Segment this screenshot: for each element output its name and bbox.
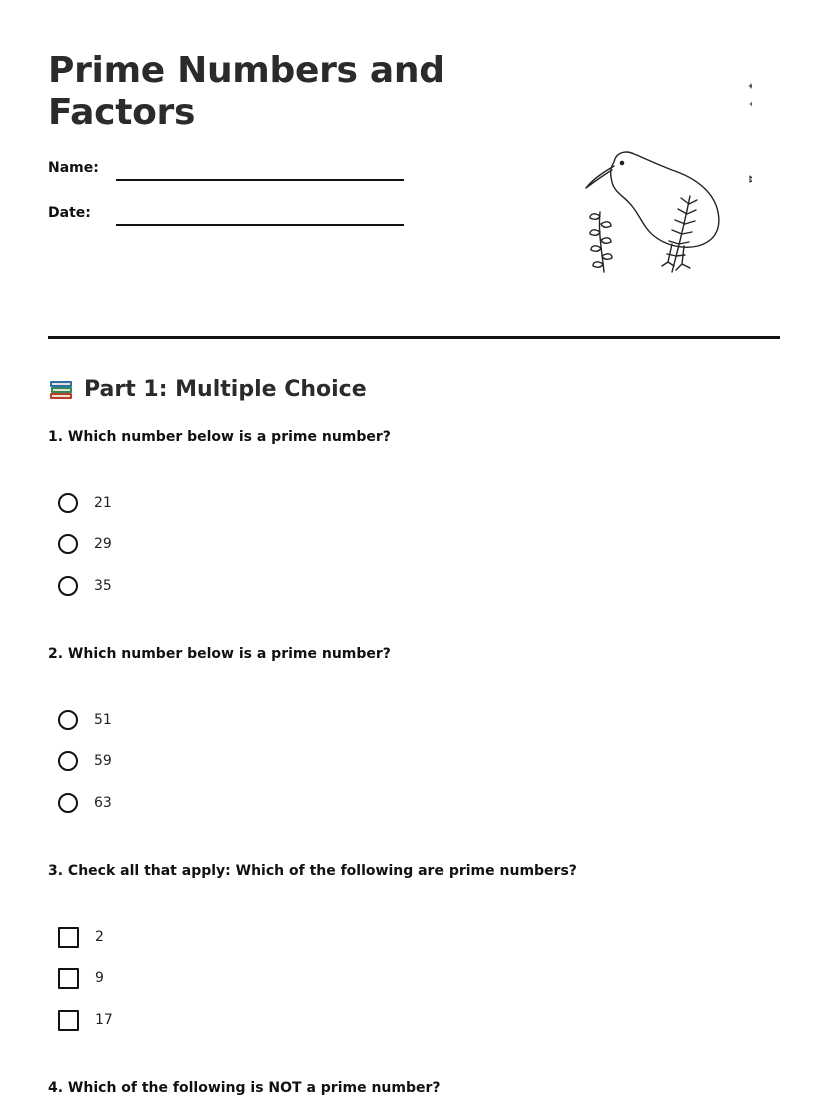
question-2-option-3[interactable]: [58, 790, 112, 816]
option-label: 9: [95, 970, 104, 986]
question-2-option-1[interactable]: [58, 707, 112, 733]
section-divider: [48, 336, 780, 339]
radio-button[interactable]: [58, 493, 78, 513]
option-label: 2: [95, 929, 104, 945]
name-line[interactable]: [116, 179, 404, 181]
fern-left-sketch: [590, 212, 612, 272]
radio-button[interactable]: [58, 576, 78, 596]
question-1-option-1[interactable]: [58, 490, 112, 516]
question-3-option-3[interactable]: [58, 1007, 113, 1033]
date-label: Date:: [48, 205, 91, 221]
date-field: [48, 201, 408, 231]
radio-button[interactable]: [58, 534, 78, 554]
question-1-text: 1. Which number below is a prime number?: [48, 429, 391, 445]
worksheet-page: [48, 0, 780, 1118]
twig-sketch: [750, 148, 752, 264]
option-label: 21: [94, 495, 112, 511]
worksheet-title: Prime Numbers and Factors: [48, 50, 445, 133]
question-2-option-2[interactable]: [58, 748, 112, 774]
books-icon: [48, 377, 74, 401]
question-1-option-2[interactable]: [58, 531, 112, 557]
date-line[interactable]: [116, 224, 404, 226]
radio-button[interactable]: [58, 710, 78, 730]
checkbox[interactable]: [58, 927, 79, 948]
part1-heading: [48, 372, 367, 406]
name-label: Name:: [48, 160, 99, 176]
radio-button[interactable]: [58, 793, 78, 813]
radio-button[interactable]: [58, 751, 78, 771]
option-label: 59: [94, 753, 112, 769]
question-2-text: 2. Which number below is a prime number?: [48, 646, 391, 662]
question-3-option-1[interactable]: [58, 924, 104, 950]
option-label: 29: [94, 536, 112, 552]
question-1-option-3[interactable]: [58, 573, 112, 599]
option-label: 51: [94, 712, 112, 728]
option-label: 17: [95, 1012, 113, 1028]
checkbox[interactable]: [58, 1010, 79, 1031]
question-4-text: 4. Which of the following is NOT a prime number?: [48, 1080, 441, 1096]
part1-heading-text: Part 1: Multiple Choice: [84, 376, 367, 402]
question-3-text: 3. Check all that apply: Which of the following are prime numbers?: [48, 863, 577, 879]
name-field: [48, 156, 408, 186]
stars-sketch: [749, 76, 752, 106]
option-label: 63: [94, 795, 112, 811]
option-label: 35: [94, 578, 112, 594]
kiwi-bird-fern-sketch-icon: [532, 66, 752, 282]
checkbox[interactable]: [58, 968, 79, 989]
question-3-option-2[interactable]: [58, 965, 104, 991]
